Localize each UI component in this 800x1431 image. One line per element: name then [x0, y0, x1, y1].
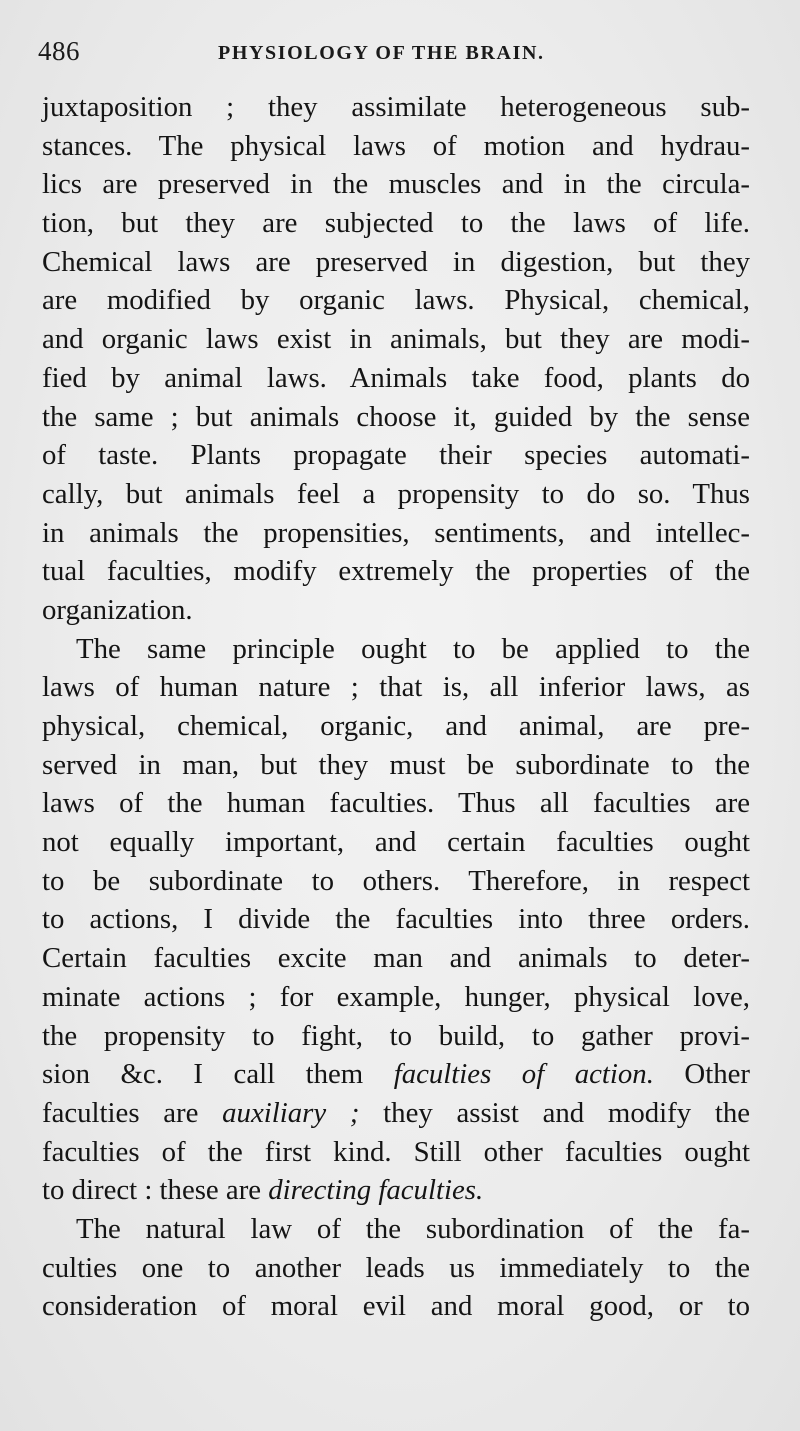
text-line: tion, but they are subjected to the laws of life. [42, 207, 750, 240]
text-run: they assist and modify the [359, 1096, 751, 1129]
text-line: laws of human nature ; that is, all inferior laws, as [42, 671, 750, 704]
text-line: to be subordinate to others. Therefore, in respect [42, 864, 750, 897]
paragraph-1 [42, 88, 750, 630]
text-line: of taste. Plants propagate their species automati- [42, 439, 750, 472]
text-line: Chemical laws are preserved in digestion, but they [42, 245, 750, 278]
text-run: Other [653, 1058, 750, 1091]
text-line: the same ; but animals choose it, guided by the sense [42, 400, 750, 433]
italic-term: auxiliary ; [222, 1096, 360, 1129]
text-line-with-italic [42, 1055, 750, 1094]
text-line: to actions, I divide the faculties into three orders. [42, 903, 750, 936]
text-line-with-italic [42, 1094, 750, 1133]
text-line: laws of the human faculties. Thus all faculties are [42, 787, 750, 820]
text-line: The same principle ought to be applied to the [76, 632, 750, 665]
running-head: PHYSIOLOGY OF THE BRAIN. [218, 42, 545, 64]
text-line: consideration of moral evil and moral good, or to [42, 1290, 750, 1323]
text-line: in animals the propensities, sentiments, and intellec- [42, 516, 750, 549]
text-line: stances. The physical laws of motion and hydrau- [42, 129, 750, 162]
text-line: Certain faculties excite man and animals to deter- [42, 942, 750, 975]
text-line: are modified by organic laws. Physical, chemical, [42, 284, 750, 317]
text-line: faculties of the first kind. Still other faculties ought [42, 1135, 750, 1168]
italic-term: directing faculties. [268, 1174, 484, 1207]
page-header [38, 36, 760, 76]
text-line: juxtaposition ; they assimilate heterogeneous sub- [42, 91, 750, 123]
italic-term: faculties of action. [393, 1058, 654, 1091]
text-line: minate actions ; for example, hunger, physical love, [42, 980, 750, 1013]
body-text [42, 88, 750, 1326]
text-line: organization. [42, 593, 193, 626]
text-line: fied by animal laws. Animals take food, plants do [42, 361, 750, 394]
paragraph-2 [42, 630, 750, 1210]
text-line: physical, chemical, organic, and animal, are pre- [42, 710, 750, 742]
text-run: to direct : these are [42, 1174, 269, 1207]
text-line: not equally important, and certain faculties ought [42, 826, 750, 859]
text-line: and organic laws exist in animals, but they are modi- [42, 323, 750, 356]
text-line: The natural law of the subordination of the fa- [76, 1212, 750, 1245]
text-line: lics are preserved in the muscles and in the circula- [42, 168, 750, 201]
text-line: tual faculties, modify extremely the properties of the [42, 555, 750, 588]
text-line: cally, but animals feel a propensity to do so. Thus [42, 477, 750, 510]
text-run: faculties are [42, 1096, 223, 1129]
text-line: the propensity to fight, to build, to gather provi- [42, 1019, 750, 1052]
text-run: sion &c. I call them [42, 1058, 394, 1091]
text-line: culties one to another leads us immediately to the [42, 1251, 750, 1284]
page-number: 486 [38, 36, 80, 66]
text-line-with-italic [42, 1171, 750, 1210]
text-line: served in man, but they must be subordinate to the [42, 748, 750, 781]
paragraph-3 [42, 1210, 750, 1326]
